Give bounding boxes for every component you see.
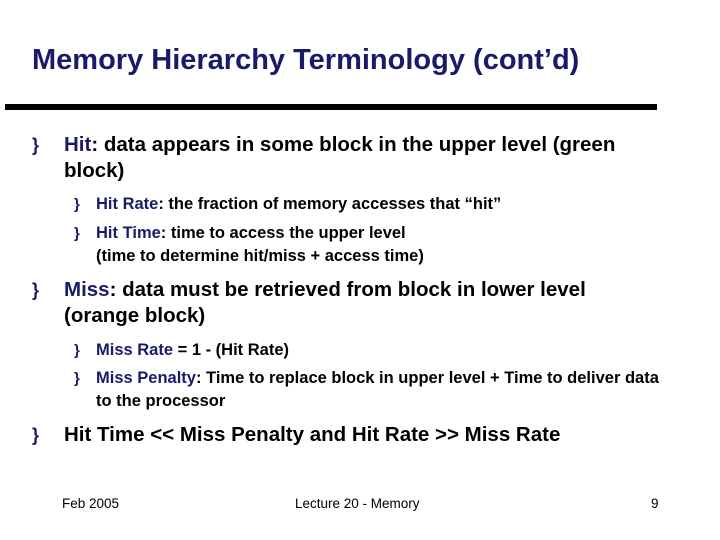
bullet-hit-time xyxy=(74,222,676,268)
term-hit-time: Hit Time xyxy=(96,224,161,242)
term-hit: Hit xyxy=(64,133,92,156)
bullet-marker-icon: } xyxy=(32,280,40,300)
slide-title: Memory Hierarchy Terminology (cont’d) xyxy=(32,44,580,76)
hit-definition: : data appears in some block in the upper level (green block) xyxy=(64,133,616,182)
hit-time-definition: : time to access the upper level xyxy=(160,224,406,242)
bullet-summary xyxy=(32,422,664,448)
bullet-marker-icon: } xyxy=(32,425,40,445)
footer-lecture: Lecture 20 - Memory xyxy=(295,496,420,511)
bullet-marker-icon: } xyxy=(74,196,80,213)
footer-date: Feb 2005 xyxy=(62,496,120,511)
term-miss-rate: Miss Rate xyxy=(96,341,174,359)
bullet-marker-icon: } xyxy=(32,135,40,155)
bullet-miss-penalty xyxy=(74,367,676,413)
term-miss-penalty: Miss Penalty xyxy=(96,369,196,387)
summary-text: Hit Time << Miss Penalty and Hit Rate >> Miss Rate xyxy=(64,423,561,446)
bullet-hit xyxy=(32,132,664,183)
bullet-hit-rate xyxy=(74,193,676,216)
bullet-miss-rate xyxy=(74,339,676,362)
term-miss: Miss xyxy=(64,278,110,301)
miss-rate-definition: = 1 - (Hit Rate) xyxy=(173,341,290,359)
hit-time-detail: (time to determine hit/miss + access time) xyxy=(96,247,424,266)
title-divider xyxy=(5,104,657,110)
bullet-marker-icon: } xyxy=(74,342,80,359)
bullet-marker-icon: } xyxy=(74,370,80,387)
term-hit-rate: Hit Rate xyxy=(96,195,159,213)
miss-penalty-definition: : Time to replace block in upper level + Time to deliver data to the processor xyxy=(96,369,659,411)
bullet-marker-icon: } xyxy=(74,225,80,242)
miss-definition: : data must be retrieved from block in lower level (orange block) xyxy=(64,278,586,327)
footer-page-number: 9 xyxy=(651,496,659,511)
hit-rate-definition: : the fraction of memory accesses that “hit” xyxy=(158,195,502,213)
bullet-miss xyxy=(32,277,664,328)
